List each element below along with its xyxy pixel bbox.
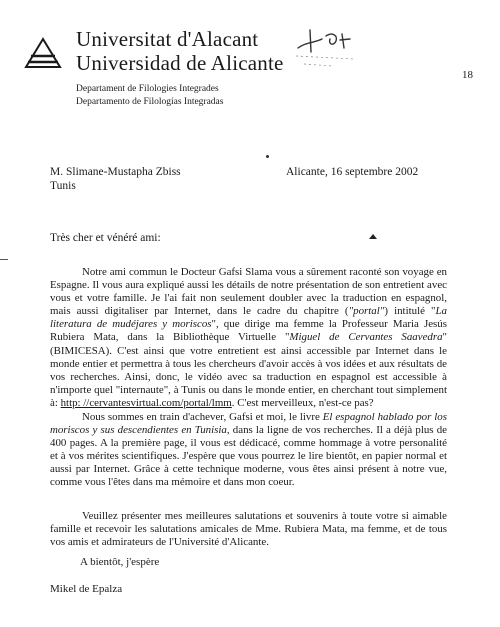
margin-mark [0,259,8,260]
closing-line: A bientôt, j'espère [80,556,160,568]
university-name-catalan: Universitat d'Alacant [76,27,259,51]
salutation: Très cher et vénéré ami: [50,232,161,244]
ink-mark-icon [368,233,378,241]
department-name-spanish: Departamento de Filologías Integradas [76,97,224,107]
book-title: El espagnol hablado por los moriscos y sus descendientes en Tunisia [50,411,447,437]
place-date: Alicante, 16 septembre 2002 [286,166,419,178]
page-number: 18 [462,69,473,81]
university-logo-icon [22,36,64,70]
portal-term: "portal" [348,305,385,318]
chapter-title: La literatura de mudéjares y moriscos [50,305,448,331]
recipient-block [50,165,181,193]
signature-name: Mikel de Epalza [50,583,123,595]
recipient-name: M. Slimane-Mustapha Zbiss [50,166,181,178]
handwritten-annotation-icon [290,26,360,74]
university-name-spanish: Universidad de Alicante [76,51,284,75]
body-paragraph-2: Nous sommes en train d'achever, Gafsi et moi, le livre El espagnol hablado por los moriscos y sus descendientes en Tunisia, dans la ligne de vos recherches. Il a déjà plus de 400 pages. A la première page, il vous est dédicacé, comme hommage à votre personalité et à vos mérites scientifiques. J'espère que vous pourrez le lire bientôt, en papier normal et aussi par Internet. Grâce à cette technique moderne, vous êtes ainsi présent à notre vue, comme vous l'êtes dans ma mémoire et dans mon coeur. [50,411,447,489]
department-name-catalan: Departament de Filologies Integrades [76,84,219,94]
recipient-city: Tunis [50,180,76,192]
scan-speck [266,155,269,158]
library-name: Miguel de Cervantes Saavedra [289,331,443,344]
body-paragraph-1: Notre ami commun le Docteur Gafsi Slama vous a sûrement raconté son voyage en Espagne. Il vous aura expliqué aussi les détails de notre présentation de son entretient avec vous et votre famille. Je l'ai fait non seulement doubler avec la traduction en espagnol, mais aussi digitaliser par Internet, dans le cadre du chapitre ("portal") intitulé "La literatura de mudéjares y moriscos", que dirige ma femme la Professeur Maria Jesús Rubiera Mata, dans la Bibliothèque Virtuelle "Miguel de Cervantes Saavedra" (BIMICESA). C'est ainsi que votre entretient est ainsi accessible par Internet dans le monde entier et permettra à tous les chercheurs d'avoir accès à vos idées et aux résultats de vos recherches. Ainsi, donc, le vidéo avec sa traduction en espagnol est accessible à n'importe quel "internaute", à Tunis ou dans le monde entier, en cherchant tout simplement à: http: //cervantesvirtual.com/portal/lmm. C'est merveilleux, n'est-ce pas? [50,266,448,409]
portal-link[interactable]: http: //cervantesvirtual.com/portal/lmm [60,396,232,409]
body-paragraph-3: Veuillez présenter mes meilleures salutations et souvenirs à toute votre si aimable famille et recevoir les salutations amicales de Mme. Rubiera Mata, ma femme, et de tous vos amis et admirateurs de l'Université d'Alicante. [50,510,447,549]
